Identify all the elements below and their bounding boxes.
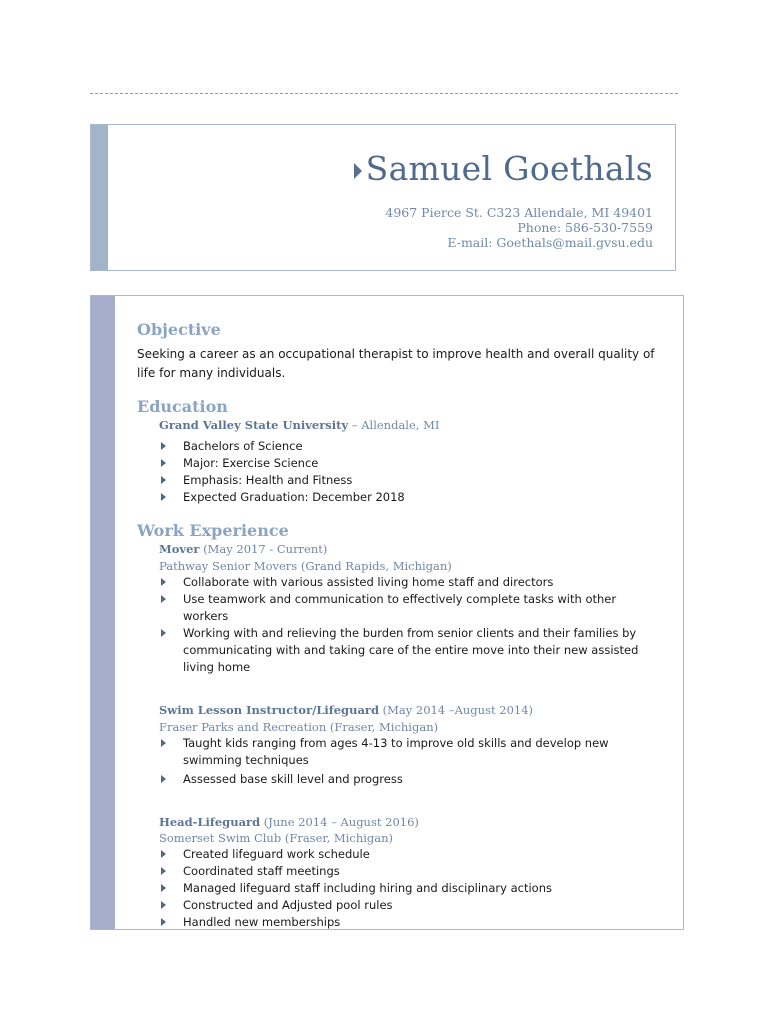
candidate-name: Samuel Goethals xyxy=(365,149,653,188)
list-item: Use teamwork and communication to effectively complete tasks with other workers xyxy=(159,591,657,625)
education-heading: Education xyxy=(137,397,228,416)
school-name: Grand Valley State University xyxy=(159,418,349,432)
objective-text: Seeking a career as an occupational therapist to improve health and overall quality of life for many individuals. xyxy=(137,347,655,380)
list-item: Constructed and Adjusted pool rules xyxy=(159,897,657,914)
job-dates: (May 2014 –August 2014) xyxy=(379,703,534,717)
triangle-bullet-icon xyxy=(161,901,166,909)
triangle-bullet-icon xyxy=(161,578,166,586)
job-title: Mover xyxy=(159,542,200,556)
list-item: Emphasis: Health and Fitness xyxy=(159,472,657,489)
job-duties-list xyxy=(159,735,657,788)
job-title-line xyxy=(159,541,657,557)
education-school-line xyxy=(159,417,657,433)
job-title: Swim Lesson Instructor/Lifeguard xyxy=(159,703,379,717)
job-employer: Somerset Swim Club (Fraser, Michigan) xyxy=(159,831,394,845)
triangle-bullet-icon xyxy=(161,775,166,783)
list-item: Coordinated staff meetings xyxy=(159,863,657,880)
job-employer: Pathway Senior Movers (Grand Rapids, Michigan) xyxy=(159,559,452,573)
job-dates: (June 2014 – August 2016) xyxy=(260,815,419,829)
triangle-bullet-icon xyxy=(161,442,166,450)
triangle-bullet-icon xyxy=(161,739,166,747)
list-item: Working with and relieving the burden from senior clients and their families by communicating with and taking care of the entire move into their new assisted living home xyxy=(159,625,657,676)
list-item: Major: Exercise Science xyxy=(159,455,657,472)
triangle-bullet-icon xyxy=(161,459,166,467)
triangle-bullet-icon xyxy=(161,476,166,484)
triangle-bullet-icon xyxy=(161,918,166,926)
contact-info xyxy=(385,205,653,250)
triangle-bullet-icon xyxy=(161,595,166,603)
phone: Phone: 586-530-7559 xyxy=(517,220,653,235)
triangle-bullet-icon xyxy=(161,884,166,892)
triangle-bullet-icon xyxy=(161,867,166,875)
list-item: Bachelors of Science xyxy=(159,438,657,455)
objective-heading: Objective xyxy=(137,320,221,339)
triangle-bullet-icon xyxy=(354,163,362,179)
job-title-line xyxy=(159,702,657,718)
body-accent-bar xyxy=(91,296,115,929)
email: E-mail: Goethals@mail.gvsu.edu xyxy=(447,235,653,250)
job-title-line xyxy=(159,814,657,830)
job-dates: (May 2017 - Current) xyxy=(199,542,328,556)
job-duties-list xyxy=(159,846,657,931)
header-accent-bar xyxy=(91,125,108,270)
resume-body xyxy=(90,295,684,930)
job-duties-list xyxy=(159,574,657,676)
list-item: Managed lifeguard staff including hiring and disciplinary actions xyxy=(159,880,657,897)
dashed-divider xyxy=(90,93,678,94)
job-title: Head-Lifeguard xyxy=(159,815,261,829)
triangle-bullet-icon xyxy=(161,493,166,501)
triangle-bullet-icon xyxy=(161,629,166,637)
header-box xyxy=(90,124,676,271)
list-item: Taught kids ranging from ages 4-13 to improve old skills and develop new swimming techniques xyxy=(159,735,657,769)
work-heading: Work Experience xyxy=(137,521,289,540)
list-item: Expected Graduation: December 2018 xyxy=(159,489,657,506)
list-item: Assessed base skill level and progress xyxy=(159,771,657,788)
list-item: Created lifeguard work schedule xyxy=(159,846,657,863)
name-row xyxy=(354,149,653,188)
list-item: Collaborate with various assisted living home staff and directors xyxy=(159,574,657,591)
school-location: – Allendale, MI xyxy=(348,418,440,432)
triangle-bullet-icon xyxy=(161,850,166,858)
education-list xyxy=(159,438,657,506)
resume-content xyxy=(137,316,657,931)
address: 4967 Pierce St. C323 Allendale, MI 49401 xyxy=(385,205,653,220)
list-item: Handled new memberships xyxy=(159,914,657,931)
job-employer: Fraser Parks and Recreation (Fraser, Michigan) xyxy=(159,720,439,734)
